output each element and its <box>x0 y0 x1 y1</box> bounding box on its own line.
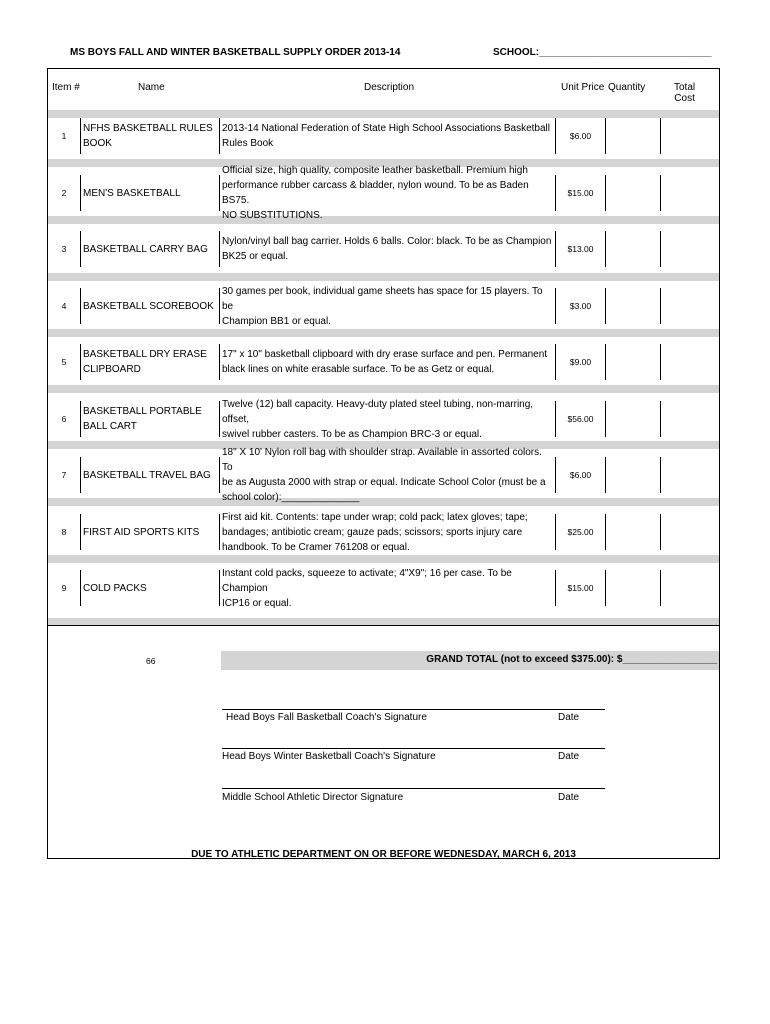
row-separator <box>48 273 719 281</box>
item-name-line: FIRST AID SPORTS KITS <box>83 526 200 538</box>
col-item-header: Item # <box>52 82 80 93</box>
item-name <box>83 457 217 493</box>
signature-line[interactable] <box>222 709 605 710</box>
cell-border <box>80 570 81 606</box>
cell-border <box>219 175 220 211</box>
item-unit-price: $56.00 <box>567 413 594 424</box>
item-unit-price: $15.00 <box>567 187 594 198</box>
col-total-cost-header: Total Cost <box>674 82 696 104</box>
cell-border <box>80 118 81 154</box>
item-description-text <box>222 347 547 377</box>
item-name-line: COLD PACKS <box>83 582 147 594</box>
item-number: 2 <box>61 187 67 198</box>
col-unit-price-header: Unit Price <box>561 82 605 93</box>
signature-line[interactable] <box>222 788 605 789</box>
item-number: 1 <box>61 130 67 141</box>
item-total-cost-field[interactable] <box>661 514 718 550</box>
cell-border <box>80 401 81 437</box>
item-number: 5 <box>61 356 67 367</box>
cell-border <box>219 514 220 550</box>
item-description-line: school color):______________ <box>222 492 360 503</box>
item-description-line: black lines on white erasable surface. To be as Getz or equal. <box>222 364 495 375</box>
item-name-line: NFHS BASKETBALL RULES <box>83 123 213 134</box>
item-name-line: BASKETBALL CARRY BAG <box>83 243 208 255</box>
item-description-line: 30 games per book, individual game sheets has space for 15 players. To be <box>222 285 543 312</box>
item-description <box>222 165 554 221</box>
item-description <box>222 344 554 380</box>
athletic-director-date-label: Date <box>558 792 580 803</box>
item-quantity-field[interactable] <box>606 344 660 380</box>
item-description-line: Champion BB1 or equal. <box>222 315 331 327</box>
cell-border <box>80 175 81 211</box>
item-unit-price: $15.00 <box>567 582 594 593</box>
item-description-text <box>222 445 554 505</box>
item-name-line: MEN'S BASKETBALL <box>83 187 181 199</box>
item-number: 4 <box>61 300 67 311</box>
item-total-cost-field[interactable] <box>661 118 718 154</box>
item-name-line: BASKETBALL DRY ERASE <box>83 349 207 360</box>
item-unit-price: $6.00 <box>569 469 592 480</box>
item-number: 9 <box>61 582 67 593</box>
due-notice: DUE TO ATHLETIC DEPARTMENT ON OR BEFORE WEDNESDAY, MARCH 6, 2013 <box>191 849 576 860</box>
item-number: 8 <box>61 526 67 537</box>
item-name-text <box>83 242 208 257</box>
item-unit-price: $3.00 <box>569 300 592 311</box>
item-name-line: CLIPBOARD <box>83 364 141 375</box>
item-total-cost-field[interactable] <box>661 344 718 380</box>
item-name <box>83 231 217 267</box>
item-description-text <box>222 397 554 442</box>
col-name-header: Name <box>138 82 165 93</box>
cell-border <box>219 118 220 154</box>
item-quantity-field[interactable] <box>606 175 660 211</box>
item-number: 7 <box>61 469 67 480</box>
item-description-text <box>222 121 550 151</box>
item-description-line: Rules Book <box>222 138 274 149</box>
item-description-line: BK25 or equal. <box>222 251 289 262</box>
item-name-text <box>83 525 199 540</box>
winter-coach-date-label: Date <box>558 751 580 762</box>
item-quantity-field[interactable] <box>606 288 660 324</box>
table-bottom-rule <box>48 625 719 626</box>
item-total-cost-field[interactable] <box>661 175 718 211</box>
row-separator <box>48 555 719 563</box>
grand-total-bar <box>221 651 719 670</box>
item-description-text <box>222 163 554 223</box>
item-unit-price: $6.00 <box>569 130 592 141</box>
item-name <box>83 288 217 324</box>
item-description-line: Nylon/vinyl ball bag carrier. Holds 6 balls. Color: black. To be as Champion <box>222 236 552 247</box>
form-title: MS BOYS FALL AND WINTER BASKETBALL SUPPLY ORDER 2013-14 <box>70 47 401 58</box>
cell-border <box>80 514 81 550</box>
signature-line[interactable] <box>222 748 605 749</box>
item-description <box>222 118 554 154</box>
athletic-director-signature-label: Middle School Athletic Director Signature <box>222 792 404 803</box>
item-total-cost-field[interactable] <box>661 570 718 606</box>
item-name-line: BASKETBALL SCOREBOOK <box>83 300 214 312</box>
item-quantity-field[interactable] <box>606 457 660 493</box>
item-description <box>222 285 554 327</box>
item-name <box>83 175 217 211</box>
item-name <box>83 570 217 606</box>
item-description-text <box>222 510 528 555</box>
item-name <box>83 401 217 437</box>
item-name-text <box>83 347 207 377</box>
item-description-line: Official size, high quality, composite leather basketball. Premium high <box>222 165 528 176</box>
item-name-text <box>83 468 211 483</box>
item-total-cost-field[interactable] <box>661 457 718 493</box>
item-quantity-field[interactable] <box>606 231 660 267</box>
cell-border <box>219 288 220 324</box>
cell-border <box>80 231 81 267</box>
fall-coach-signature-label: Head Boys Fall Basketball Coach's Signature <box>226 712 427 723</box>
item-unit-price: $9.00 <box>569 356 592 367</box>
item-name-text <box>83 186 181 201</box>
item-name <box>83 118 217 154</box>
fall-coach-date-label: Date <box>558 712 580 723</box>
cell-border <box>219 344 220 380</box>
row-separator <box>48 110 719 118</box>
col-description-header: Description <box>364 82 415 93</box>
item-description-line: performance rubber carcass & bladder, nylon wound. To be as Baden BS75. <box>222 180 529 206</box>
page-number: 66 <box>146 656 156 666</box>
item-name-text <box>83 299 214 314</box>
item-description-line: Instant cold packs, squeeze to activate; 4"X9"; 16 per case. To be Champion <box>222 567 512 594</box>
item-description-line: 18" X 10' Nylon roll bag with shoulder strap. Available in assorted colors. To <box>222 447 542 473</box>
item-quantity-field[interactable] <box>606 514 660 550</box>
item-name-line: BALL CART <box>83 421 137 432</box>
item-number: 6 <box>61 413 67 424</box>
item-total-cost-field[interactable] <box>661 401 718 437</box>
item-description-text <box>222 284 554 329</box>
item-description <box>222 447 554 503</box>
cell-border <box>219 457 220 493</box>
item-description-line: First aid kit. Contents: tape under wrap; cold pack; latex gloves; tape; <box>222 511 528 523</box>
item-description-line: 2013-14 National Federation of State High School Associations Basketball <box>222 123 550 134</box>
item-description-line: swivel rubber casters. To be as Champion BRC-3 or equal. <box>222 428 482 440</box>
item-name <box>83 344 217 380</box>
item-quantity-field[interactable] <box>606 570 660 606</box>
item-name-text <box>83 404 202 434</box>
item-description-line: ICP16 or equal. <box>222 597 292 609</box>
item-quantity-field[interactable] <box>606 401 660 437</box>
item-total-cost-field[interactable] <box>661 288 718 324</box>
cell-border <box>80 457 81 493</box>
item-description-line: 17" x 10" basketball clipboard with dry erase surface and pen. Permanent <box>222 349 548 360</box>
item-description-line: Twelve (12) ball capacity. Heavy-duty plated steel tubing, non-marring, offset, <box>222 398 534 425</box>
winter-coach-signature-label: Head Boys Winter Basketball Coach's Signature <box>222 751 436 762</box>
item-name <box>83 514 217 550</box>
item-description <box>222 231 554 267</box>
item-description-line: NO SUBSTITUTIONS. <box>222 210 323 221</box>
item-unit-price: $13.00 <box>567 243 594 254</box>
item-name-line: BASKETBALL PORTABLE <box>83 406 202 417</box>
cell-border <box>80 344 81 380</box>
school-field[interactable]: SCHOOL:_______________________________ <box>493 47 712 58</box>
item-name-line: BOOK <box>83 138 112 149</box>
cell-border <box>219 570 220 606</box>
col-quantity-header: Quantity <box>608 82 646 93</box>
cell-border <box>80 288 81 324</box>
item-name-line: BASKETBALL TRAVEL BAG <box>83 469 211 481</box>
item-description-line: bandages; antibiotic cream; gauze pads; scissors; sports injury care <box>222 526 523 538</box>
item-unit-price: $25.00 <box>567 526 594 537</box>
item-quantity-field[interactable] <box>606 118 660 154</box>
item-number: 3 <box>61 243 67 254</box>
item-total-cost-field[interactable] <box>661 231 718 267</box>
item-description <box>222 511 554 553</box>
item-name-text <box>83 121 213 151</box>
cell-border <box>219 401 220 437</box>
item-description-text <box>222 234 551 264</box>
item-description-text <box>222 566 554 611</box>
item-description-line: handbook. To be Cramer 761208 or equal. <box>222 541 410 553</box>
item-description <box>222 398 554 440</box>
cell-border <box>219 231 220 267</box>
item-description <box>222 567 554 609</box>
row-separator <box>48 329 719 337</box>
item-description-line: be as Augusta 2000 with strap or equal. Indicate School Color (must be a <box>222 477 546 488</box>
item-name-text <box>83 581 147 596</box>
grand-total-field[interactable]: GRAND TOTAL (not to exceed $375.00): $_________________ <box>426 654 717 665</box>
row-separator <box>48 385 719 393</box>
